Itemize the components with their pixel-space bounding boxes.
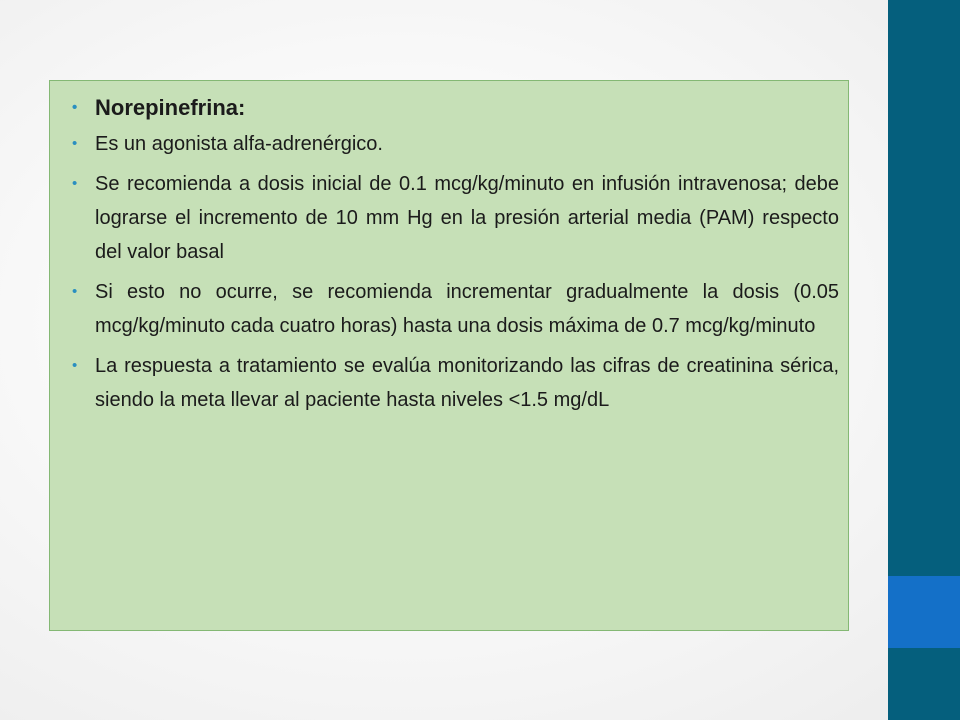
bullet-text: Si esto no ocurre, se recomienda incrementar gradualmente la dosis (0.05 mcg/kg/minuto cada cuatro horas) hasta una dosis máxima de 0.7 mcg/kg/minuto (95, 281, 839, 337)
bullet-list (70, 91, 839, 423)
bullet-item (70, 167, 839, 269)
bullet-icon: • (72, 175, 78, 192)
bullet-icon: • (72, 283, 78, 300)
bullet-text: La respuesta a tratamiento se evalúa monitorizando las cifras de creatinina sérica, siendo la meta llevar al paciente hasta niveles <1.5 mg/dL (95, 355, 839, 411)
bullet-item (70, 275, 839, 343)
bullet-item (70, 127, 839, 161)
side-band-accent (888, 576, 960, 648)
bullet-icon: • (72, 357, 78, 374)
bullet-text: Se recomienda a dosis inicial de 0.1 mcg/kg/minuto en infusión intravenosa; debe lograrse el incremento de 10 mm Hg en la presión arterial media (PAM) respecto del valor basal (95, 173, 839, 263)
bullet-text: Es un agonista alfa-adrenérgico. (95, 133, 383, 155)
content-box (49, 80, 849, 631)
heading-text: Norepinefrina: (95, 95, 246, 120)
bullet-icon: • (72, 135, 78, 152)
bullet-item (70, 349, 839, 417)
bullet-icon: • (72, 99, 78, 116)
bullet-heading (70, 91, 839, 125)
